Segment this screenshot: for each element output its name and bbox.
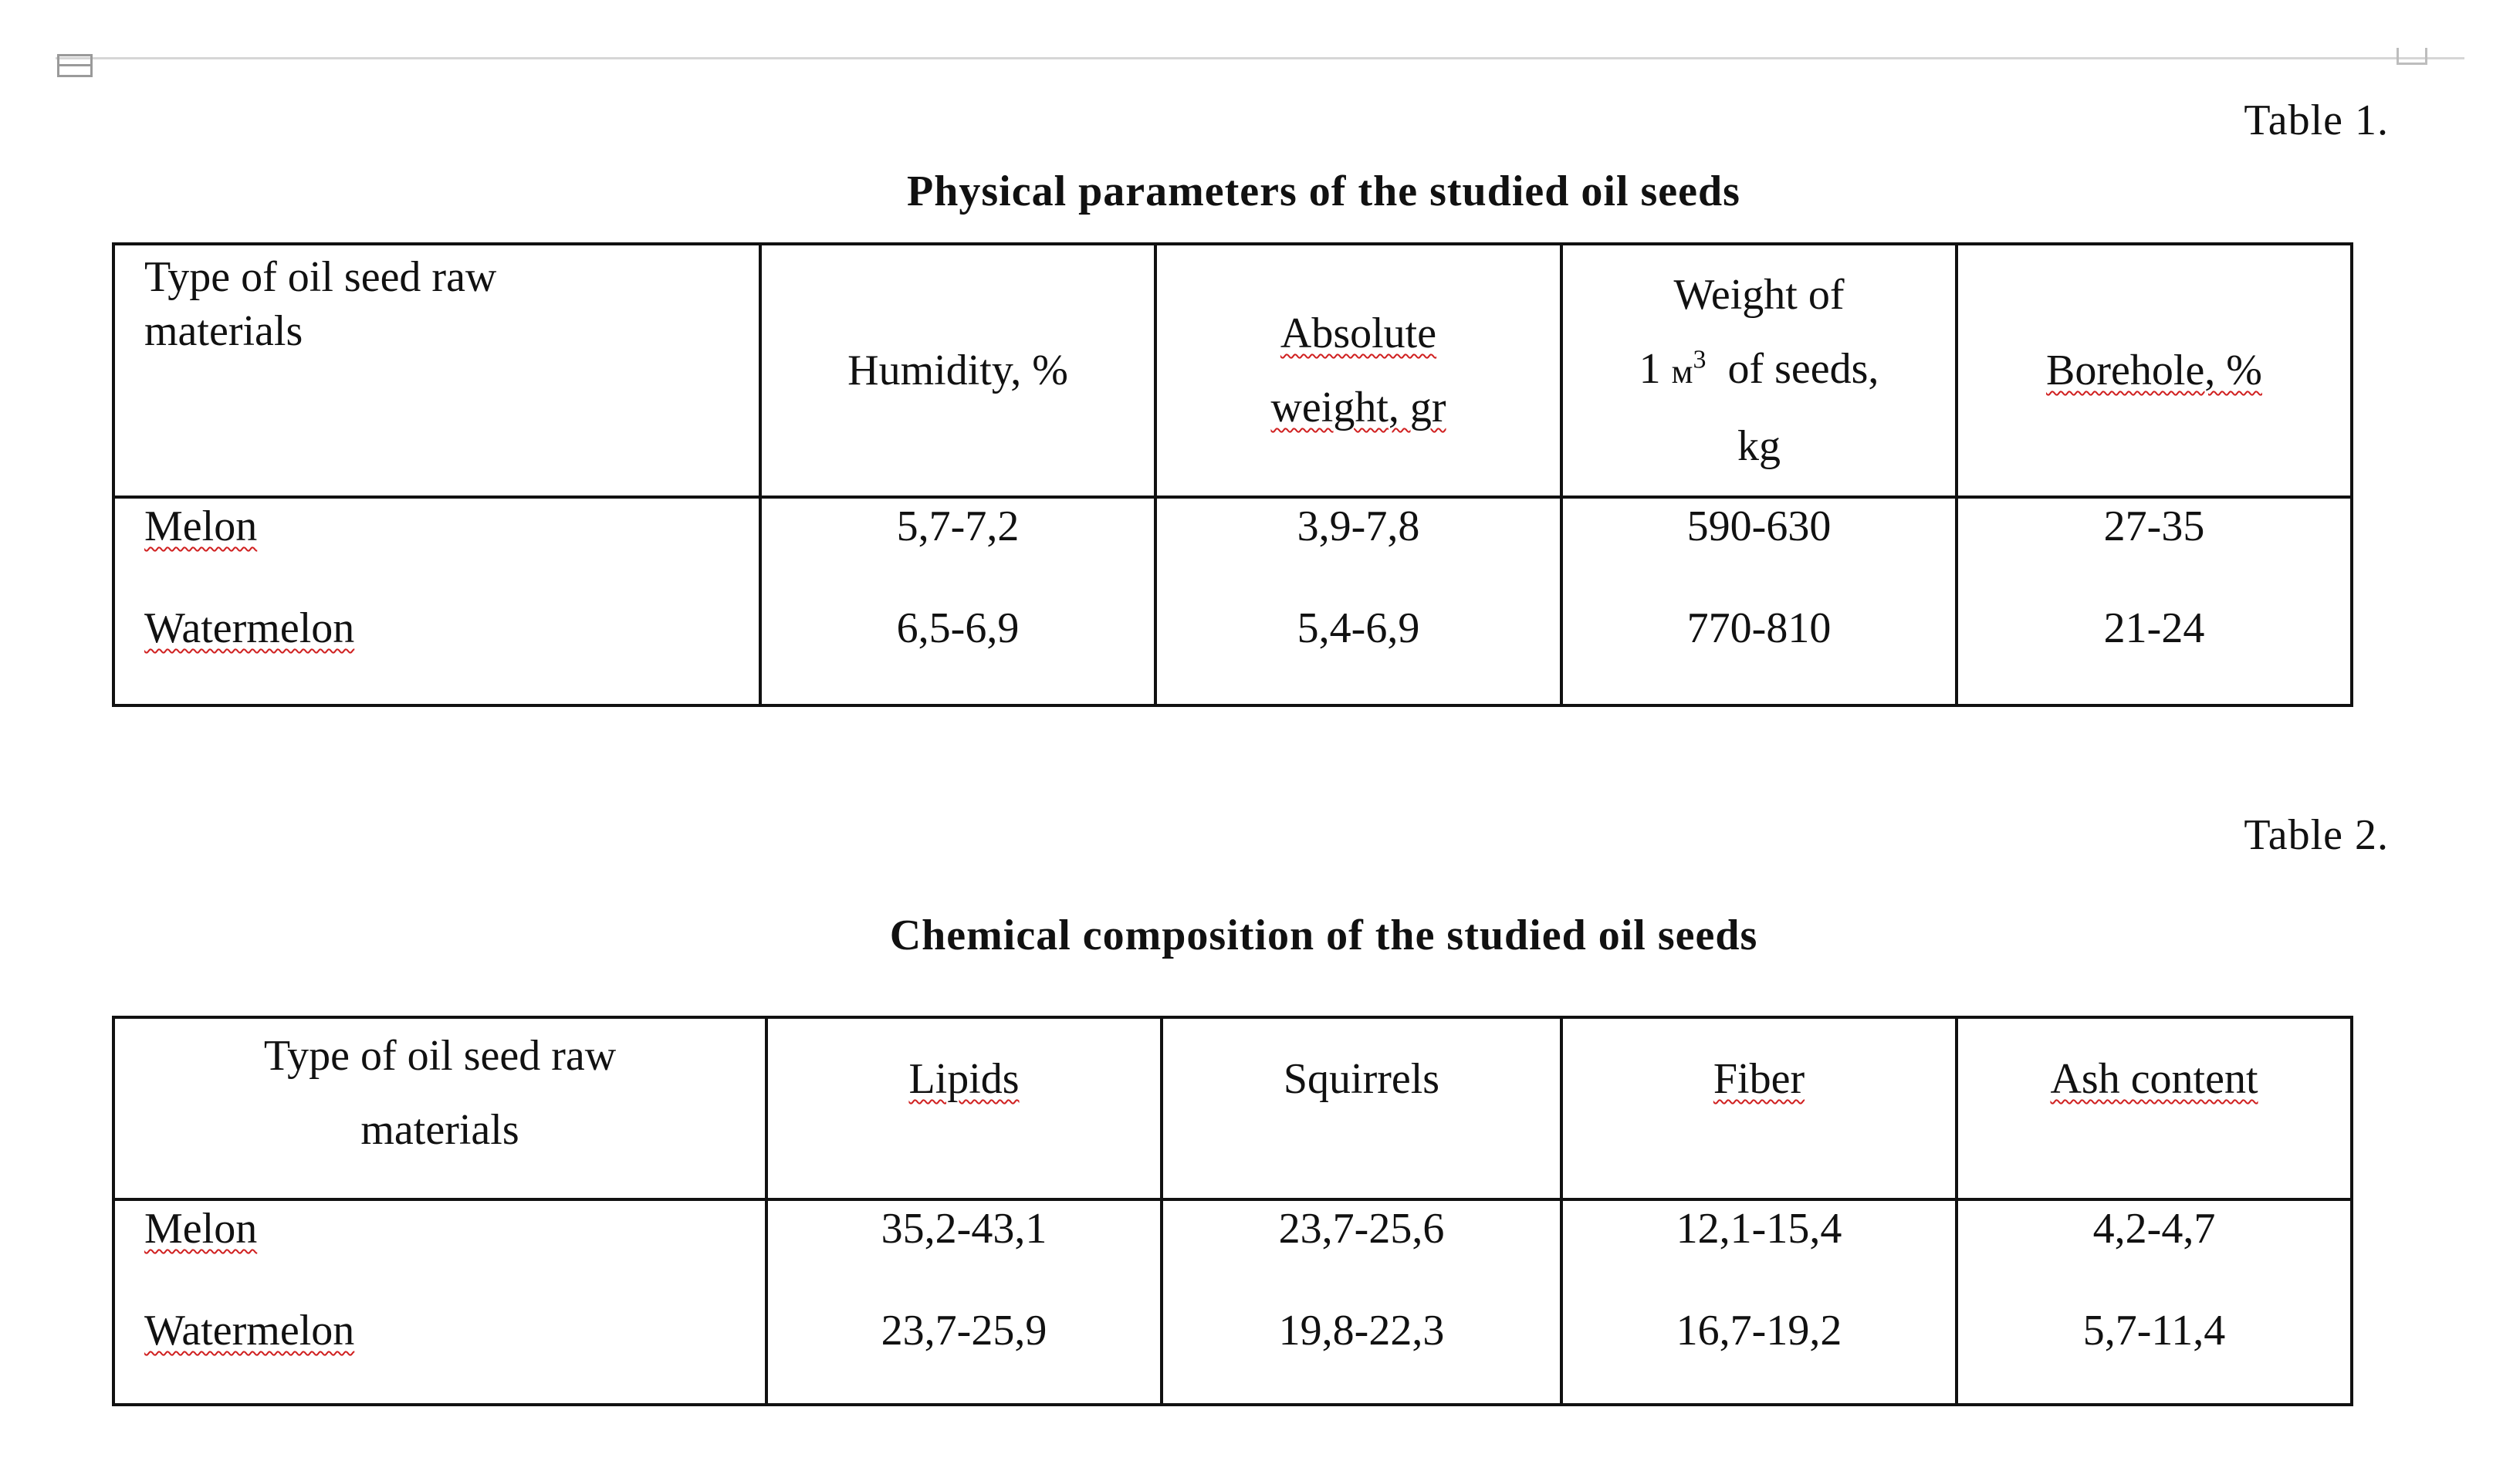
table2-row-watermelon-name: Watermelon: [144, 1307, 355, 1355]
table1-watermelon-absolute: 5,4-6,9: [1297, 604, 1420, 652]
table2-watermelon-lipids: 23,7-25,9: [881, 1307, 1047, 1355]
table2-number: Table 2.: [2244, 811, 2389, 859]
table1-melon-humidity: 5,7-7,2: [896, 502, 1020, 550]
table-row: [144, 600, 759, 701]
page-top-edge: [56, 57, 2464, 59]
table2-melon-lipids: 35,2-43,1: [881, 1205, 1047, 1253]
weight-num: 1: [1639, 345, 1661, 393]
weight-unit-exponent: 3: [1693, 345, 1706, 374]
table1-absolute-cell: [1155, 497, 1561, 705]
table2-fiber-cell: [1561, 1199, 1957, 1405]
table2-melon-squirrels: 23,7-25,6: [1278, 1205, 1445, 1253]
chemical-composition-table: [112, 1016, 2353, 1406]
table1-header-borehole-label: Borehole, %: [2046, 347, 2262, 394]
table2-header-ash-label: Ash content: [2050, 1055, 2258, 1103]
table2-header-squirrels: [1162, 1017, 1561, 1199]
table1-humidity-cell: [760, 497, 1155, 705]
table2-header-lipids: [766, 1017, 1162, 1199]
table2-squirrels-cell: [1162, 1199, 1561, 1405]
table2-melon-ash: 4,2-4,7: [2092, 1205, 2216, 1253]
table1-borehole-cell: [1957, 497, 2352, 705]
table1-header-type-line1: Type of oil seed raw: [144, 253, 497, 301]
table1-body-row: [113, 497, 2352, 705]
table1-header-humidity-label: Humidity, %: [847, 347, 1068, 394]
table1-name-cell: [113, 497, 760, 705]
table1-weight-cell: [1561, 497, 1957, 705]
table1-header-row: [113, 244, 2352, 497]
table1-header-absolute-line1: Absolute: [1280, 309, 1437, 357]
table1-header-humidity: [760, 244, 1155, 497]
table1-header-absolute-line2: weight, gr: [1270, 384, 1446, 431]
table2-ash-cell: [1957, 1199, 2352, 1405]
page-corner-marker-icon: [2397, 48, 2427, 65]
table1-melon-borehole: 27-35: [2103, 502, 2205, 550]
table2-watermelon-ash: 5,7-11,4: [2082, 1307, 2226, 1355]
table-row: [144, 1303, 765, 1403]
table2-header-fiber: [1561, 1017, 1957, 1199]
table2-row-melon-name: Melon: [144, 1205, 258, 1253]
table1-header-borehole: [1957, 244, 2352, 497]
table1-row-watermelon-name: Watermelon: [144, 604, 355, 652]
table1-watermelon-weight: 770-810: [1686, 604, 1832, 652]
table1-caption: Physical parameters of the studied oil seeds: [907, 167, 1740, 215]
physical-parameters-table: [112, 242, 2353, 707]
table1-header-type-line2: materials: [144, 307, 303, 355]
weight-rest: of seeds,: [1727, 345, 1879, 393]
table2-body-row: [113, 1199, 2352, 1405]
table1-header-weight-line2: [1563, 332, 1955, 409]
table1-header-weight: [1561, 244, 1957, 497]
table2-header-type-line2: materials: [360, 1106, 519, 1154]
table1-header-weight-line1: Weight of: [1673, 271, 1845, 319]
table2-caption: Chemical composition of the studied oil seeds: [889, 912, 1758, 959]
table1-watermelon-borehole: 21-24: [2103, 604, 2205, 652]
table1-melon-weight: 590-630: [1686, 502, 1832, 550]
table1-header-absolute-weight: [1155, 244, 1561, 497]
table1-row-melon-name: Melon: [144, 502, 258, 550]
table2-header-lipids-label: Lipids: [908, 1055, 1020, 1103]
table1-header-type: [113, 244, 760, 497]
table2-header-type-line1: Type of oil seed raw: [263, 1032, 617, 1080]
table1-header-weight-line3: kg: [1737, 422, 1781, 470]
table2-header-fiber-label: Fiber: [1713, 1055, 1805, 1103]
table-row: [144, 499, 759, 600]
table1-watermelon-humidity: 6,5-6,9: [896, 604, 1020, 652]
table2-watermelon-fiber: 16,7-19,2: [1676, 1307, 1842, 1355]
table2-header-squirrels-label: Squirrels: [1283, 1055, 1440, 1103]
table-move-handle-icon[interactable]: [57, 54, 93, 77]
table1-melon-absolute: 3,9-7,8: [1297, 502, 1420, 550]
table2-watermelon-squirrels: 19,8-22,3: [1278, 1307, 1445, 1355]
table2-header-type: [113, 1017, 766, 1199]
table1-number: Table 1.: [2244, 96, 2389, 144]
table2-name-cell: [113, 1199, 766, 1405]
table2-header-ash: [1957, 1017, 2352, 1199]
table2-melon-fiber: 12,1-15,4: [1676, 1205, 1842, 1253]
table-row: [144, 1201, 765, 1303]
table2-lipids-cell: [766, 1199, 1162, 1405]
weight-unit: м: [1671, 353, 1693, 391]
table2-header-row: [113, 1017, 2352, 1199]
